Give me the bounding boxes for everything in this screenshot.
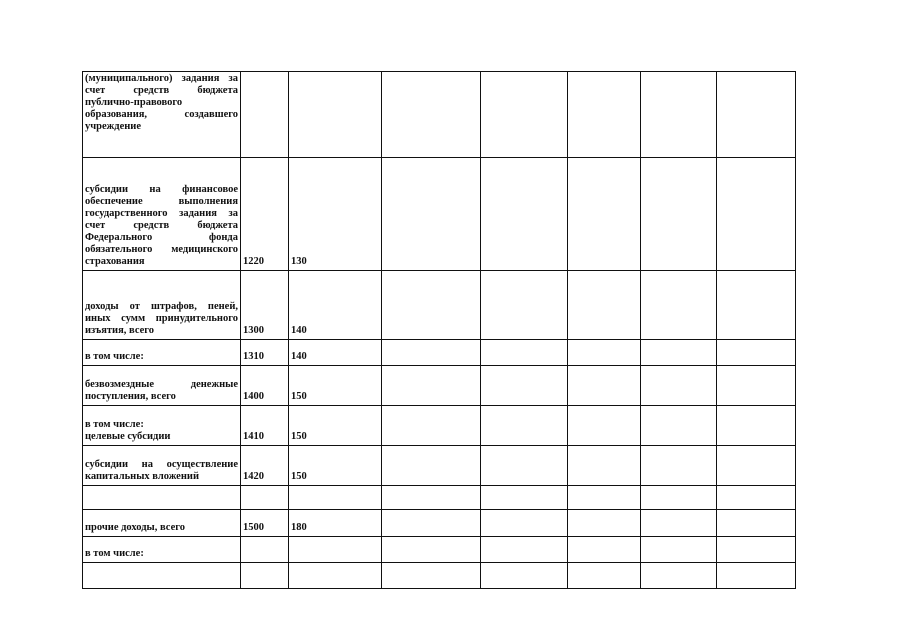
empty-cell bbox=[568, 366, 641, 406]
empty-cell bbox=[568, 340, 641, 366]
empty-cell bbox=[382, 446, 481, 486]
budget-table bbox=[82, 71, 796, 589]
row-kosgu-code: 140 bbox=[289, 340, 382, 366]
row-code: 1310 bbox=[241, 340, 289, 366]
empty-cell bbox=[568, 446, 641, 486]
table-body bbox=[83, 72, 796, 589]
row-kosgu-code bbox=[289, 563, 382, 589]
row-description: безвозмездные денежные поступления, всего bbox=[83, 366, 241, 406]
row-code: 1220 bbox=[241, 158, 289, 271]
empty-cell bbox=[641, 366, 717, 406]
empty-cell bbox=[568, 72, 641, 158]
table-row bbox=[83, 271, 796, 340]
table-row bbox=[83, 366, 796, 406]
empty-cell bbox=[641, 446, 717, 486]
row-kosgu-code: 180 bbox=[289, 510, 382, 537]
row-code: 1410 bbox=[241, 406, 289, 446]
empty-cell bbox=[382, 486, 481, 510]
empty-cell bbox=[481, 510, 568, 537]
empty-cell bbox=[568, 271, 641, 340]
row-code bbox=[241, 486, 289, 510]
row-description: субсидии на осуществление капитальных вложений bbox=[83, 446, 241, 486]
empty-cell bbox=[641, 271, 717, 340]
row-description bbox=[83, 486, 241, 510]
row-code bbox=[241, 537, 289, 563]
table-row bbox=[83, 446, 796, 486]
empty-cell bbox=[481, 271, 568, 340]
empty-cell bbox=[382, 158, 481, 271]
empty-cell bbox=[717, 158, 796, 271]
row-code: 1300 bbox=[241, 271, 289, 340]
row-kosgu-code: 150 bbox=[289, 446, 382, 486]
empty-cell bbox=[481, 446, 568, 486]
row-kosgu-code bbox=[289, 72, 382, 158]
empty-cell bbox=[568, 158, 641, 271]
row-kosgu-code: 150 bbox=[289, 406, 382, 446]
row-kosgu-code: 150 bbox=[289, 366, 382, 406]
row-description: в том числе: целевые субсидии bbox=[83, 406, 241, 446]
empty-cell bbox=[717, 366, 796, 406]
empty-cell bbox=[641, 486, 717, 510]
empty-cell bbox=[382, 563, 481, 589]
row-kosgu-code bbox=[289, 537, 382, 563]
empty-cell bbox=[382, 271, 481, 340]
empty-cell bbox=[717, 446, 796, 486]
empty-cell bbox=[641, 537, 717, 563]
table-row bbox=[83, 537, 796, 563]
row-description: субсидии на финансовое обеспечение выполнения государственного задания за счет средств бюджета Федерального фонда обязательного медицинского страхования bbox=[83, 158, 241, 271]
empty-cell bbox=[382, 510, 481, 537]
empty-cell bbox=[481, 486, 568, 510]
row-description: в том числе: bbox=[83, 537, 241, 563]
row-code bbox=[241, 72, 289, 158]
row-description: доходы от штрафов, пеней, иных сумм принудительного изъятия, всего bbox=[83, 271, 241, 340]
table-row bbox=[83, 563, 796, 589]
row-description bbox=[83, 563, 241, 589]
empty-cell bbox=[481, 340, 568, 366]
empty-cell bbox=[641, 563, 717, 589]
empty-cell bbox=[481, 563, 568, 589]
table-row bbox=[83, 158, 796, 271]
empty-cell bbox=[481, 72, 568, 158]
empty-cell bbox=[568, 406, 641, 446]
empty-cell bbox=[641, 406, 717, 446]
empty-cell bbox=[641, 158, 717, 271]
empty-cell bbox=[382, 340, 481, 366]
empty-cell bbox=[717, 72, 796, 158]
empty-cell bbox=[382, 366, 481, 406]
table-row bbox=[83, 406, 796, 446]
empty-cell bbox=[717, 486, 796, 510]
empty-cell bbox=[568, 486, 641, 510]
empty-cell bbox=[641, 340, 717, 366]
empty-cell bbox=[717, 271, 796, 340]
empty-cell bbox=[717, 406, 796, 446]
empty-cell bbox=[382, 406, 481, 446]
row-code: 1420 bbox=[241, 446, 289, 486]
table-row bbox=[83, 72, 796, 158]
table-row bbox=[83, 340, 796, 366]
table-row bbox=[83, 486, 796, 510]
empty-cell bbox=[481, 537, 568, 563]
empty-cell bbox=[641, 510, 717, 537]
empty-cell bbox=[481, 366, 568, 406]
empty-cell bbox=[382, 537, 481, 563]
empty-cell bbox=[641, 72, 717, 158]
row-kosgu-code: 130 bbox=[289, 158, 382, 271]
table-row bbox=[83, 510, 796, 537]
row-description: в том числе: bbox=[83, 340, 241, 366]
empty-cell bbox=[717, 537, 796, 563]
row-kosgu-code: 140 bbox=[289, 271, 382, 340]
row-code: 1500 bbox=[241, 510, 289, 537]
empty-cell bbox=[717, 510, 796, 537]
empty-cell bbox=[481, 158, 568, 271]
row-code bbox=[241, 563, 289, 589]
empty-cell bbox=[717, 563, 796, 589]
empty-cell bbox=[568, 537, 641, 563]
row-description: (муниципального) задания за счет средств бюджета публично-правового образования, создавшего учреждение bbox=[83, 72, 241, 158]
row-code: 1400 bbox=[241, 366, 289, 406]
empty-cell bbox=[382, 72, 481, 158]
row-kosgu-code bbox=[289, 486, 382, 510]
empty-cell bbox=[481, 406, 568, 446]
row-description: прочие доходы, всего bbox=[83, 510, 241, 537]
empty-cell bbox=[568, 563, 641, 589]
empty-cell bbox=[568, 510, 641, 537]
empty-cell bbox=[717, 340, 796, 366]
